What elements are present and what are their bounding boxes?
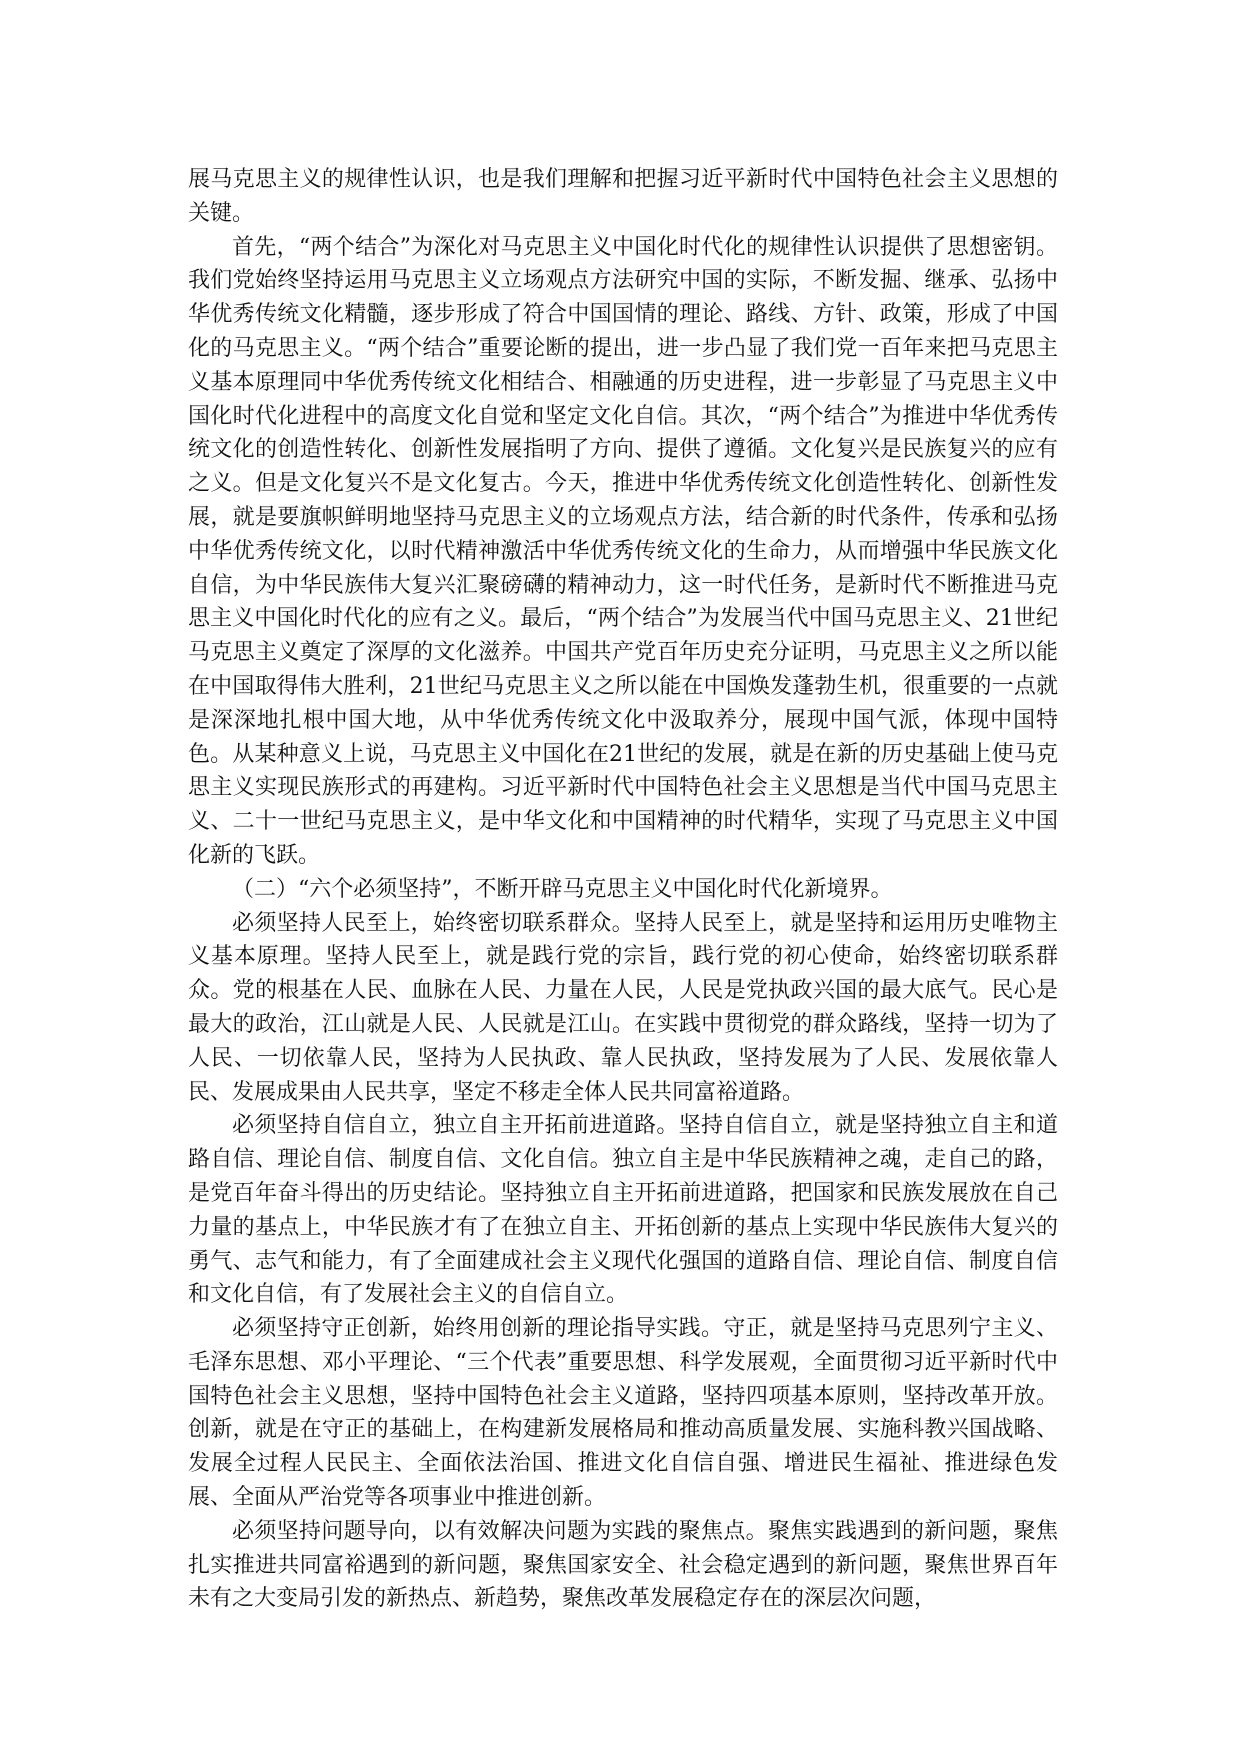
section-heading-six-musts: （二）“六个必须坚持”，不断开辟马克思主义中国化时代化新境界。: [232, 876, 893, 902]
paragraph-people-first: 必须坚持人民至上，始终密切联系群众。坚持人民至上，就是坚持和运用历史唯物主义基本原理。坚持人民至上，就是践行党的宗旨，践行党的初心使命，始终密切联系群众。党的根基在人民、血脉在人民、力量在人民，人民是党执政兴国的最大底气。民心是最大的政治，江山就是人民、人民就是江山。在实践中贯彻党的群众路线，坚持一切为了人民、一切依靠人民，坚持为人民执政、靠人民执政，坚持发展为了人民、发展依靠人民、发展成果由人民共享，坚定不移走全体人民共同富裕道路。: [188, 910, 1058, 1105]
paragraph-innovation: 必须坚持守正创新，始终用创新的理论指导实践。守正，就是坚持马克思列宁主义、毛泽东思想、邓小平理论、“三个代表”重要思想、科学发展观，全面贯彻习近平新时代中国特色社会主义思想，坚持中国特色社会主义道路，坚持四项基本原则，坚持改革开放。创新，就是在守正的基础上，在构建新发展格局和推动高质量发展、实施科教兴国战略、发展全过程人民民主、全面依法治国、推进文化自信自强、增进民生福祉、推进绿色发展、全面从严治党等各项事业中推进创新。: [188, 1316, 1058, 1511]
paragraph-self-confidence: 必须坚持自信自立，独立自主开拓前进道路。坚持自信自立，就是坚持独立自主和道路自信、理论自信、制度自信、文化自信。独立自主是中华民族精神之魂，走自己的路，是党百年奋斗得出的历史结论。坚持独立自主开拓前进道路，把国家和民族发展放在自己力量的基点上，中华民族才有了在独立自主、开拓创新的基点上实现中华民族伟大复兴的勇气、志气和能力，有了全面建成社会主义现代化强国的道路自信、理论自信、制度自信和文化自信，有了发展社会主义的自信自立。: [188, 1113, 1058, 1308]
paragraph-two-combinations: 首先，“两个结合”为深化对马克思主义中国化时代化的规律性认识提供了思想密钥。我们党始终坚持运用马克思主义立场观点方法研究中国的实际，不断发掘、继承、弘扬中华优秀传统文化精髓，逐步形成了符合中国国情的理论、路线、方针、政策，形成了中国化的马克思主义。“两个结合”重要论断的提出，进一步凸显了我们党一百年来把马克思主义基本原理同中华优秀传统文化相结合、相融通的历史进程，进一步彰显了马克思主义中国化时代化进程中的高度文化自觉和坚定文化自信。其次，“两个结合”为推进中华优秀传统文化的创造性转化、创新性发展指明了方向、提供了遵循。文化复兴是民族复兴的应有之义。但是文化复兴不是文化复古。今天，推进中华优秀传统文化创造性转化、创新性发展，就是要旗帜鲜明地坚持马克思主义的立场观点方法，结合新的时代条件，传承和弘扬中华优秀传统文化，以时代精神激活中华优秀传统文化的生命力，从而增强中华民族文化自信，为中华民族伟大复兴汇聚磅礴的精神动力，这一时代任务，是新时代不断推进马克思主义中国化时代化的应有之义。最后，“两个结合”为发展当代中国马克思主义、21世纪马克思主义奠定了深厚的文化滋养。中国共产党百年历史充分证明，马克思主义之所以能在中国取得伟大胜利，21世纪马克思主义之所以能在中国焕发蓬勃生机，很重要的一点就是深深地扎根中国大地，从中华优秀传统文化中汲取养分，展现中国气派，体现中国特色。从某种意义上说，马克思主义中国化在21世纪的发展，就是在新的历史基础上使马克思主义实现民族形式的再建构。习近平新时代中国特色社会主义思想是当代中国马克思主义、二十一世纪马克思主义，是中华文化和中国精神的时代精华，实现了马克思主义中国化新的飞跃。: [188, 234, 1058, 868]
paragraph-continuation: 展马克思主义的规律性认识，也是我们理解和把握习近平新时代中国特色社会主义思想的关键。: [188, 167, 1058, 226]
paragraph-problem-oriented: 必须坚持问题导向，以有效解决问题为实践的聚焦点。聚焦实践遇到的新问题，聚焦扎实推进共同富裕遇到的新问题，聚焦国家安全、社会稳定遇到的新问题，聚焦世界百年未有之大变局引发的新热点、新趋势，聚焦改革发展稳定存在的深层次问题，: [188, 1518, 1058, 1612]
document-page: [188, 163, 1058, 1616]
